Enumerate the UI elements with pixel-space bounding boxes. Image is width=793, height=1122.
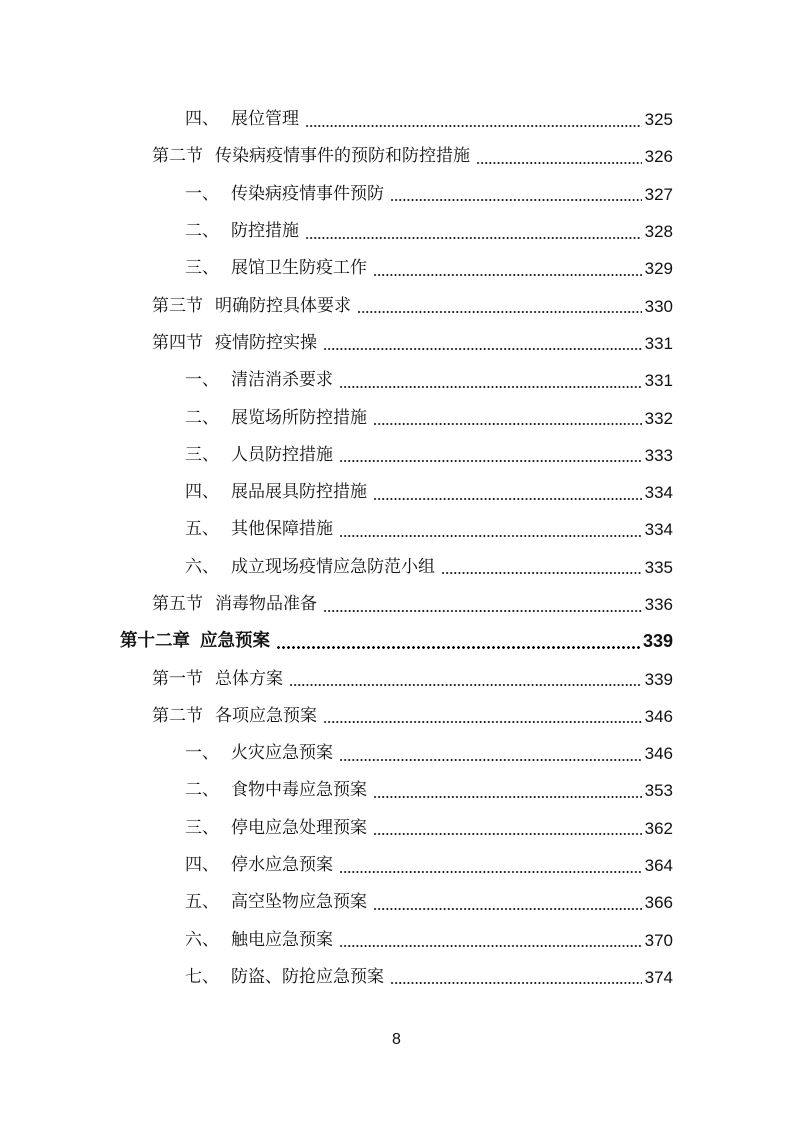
toc-entry-title: 疫情防控实操 xyxy=(215,332,317,353)
dot-leader xyxy=(357,311,642,313)
toc-entry-title: 清洁消杀要求 xyxy=(231,370,333,391)
toc-entry[interactable] xyxy=(0,660,793,697)
toc-entry-number: 第一节 xyxy=(152,668,203,689)
toc-entry[interactable] xyxy=(0,437,793,474)
toc-entry-page: 366 xyxy=(644,893,673,913)
toc-entry-page: 364 xyxy=(644,856,673,876)
toc-entry-page: 353 xyxy=(644,781,673,801)
toc-entry-page: 370 xyxy=(644,930,673,950)
dot-leader xyxy=(339,945,642,947)
dot-leader xyxy=(323,610,642,612)
dot-leader xyxy=(323,721,642,723)
dot-leader xyxy=(373,423,642,425)
dot-leader xyxy=(476,162,642,164)
toc-entry-number: 六、 xyxy=(185,929,219,950)
toc-entry-title: 火灾应急预案 xyxy=(231,743,333,764)
toc-entry-title: 明确防控具体要求 xyxy=(215,295,351,316)
toc-entry[interactable] xyxy=(0,810,793,847)
dot-leader xyxy=(305,125,642,127)
page-number: 8 xyxy=(392,1031,401,1048)
toc-entry-page: 339 xyxy=(644,669,673,689)
toc-entry-page: 332 xyxy=(644,408,673,428)
toc-entry-page: 334 xyxy=(644,520,673,540)
toc-entry-number: 第三节 xyxy=(152,295,203,316)
toc-entry-number: 第十二章 xyxy=(120,631,190,652)
toc-entry[interactable] xyxy=(0,847,793,884)
toc-entry-page: 325 xyxy=(644,110,673,130)
toc-entry-page: 334 xyxy=(644,483,673,503)
dot-leader xyxy=(339,871,642,873)
toc-entry[interactable] xyxy=(0,213,793,250)
toc-entry-number: 六、 xyxy=(185,556,219,577)
toc-entry-title: 传染病疫情事件的预防和防控措施 xyxy=(215,146,470,167)
toc-entry-number: 五、 xyxy=(185,519,219,540)
toc-entry[interactable] xyxy=(0,884,793,921)
toc-entry-title: 触电应急预案 xyxy=(231,929,333,950)
table-of-contents xyxy=(0,101,793,996)
toc-entry-page: 339 xyxy=(642,631,673,652)
dot-leader xyxy=(339,535,642,537)
toc-entry[interactable] xyxy=(0,735,793,772)
toc-entry-page: 374 xyxy=(644,967,673,987)
toc-entry-number: 二、 xyxy=(185,407,219,428)
toc-entry-page: 336 xyxy=(644,595,673,614)
dot-leader xyxy=(305,237,642,239)
toc-entry-number: 一、 xyxy=(185,743,219,764)
toc-entry-number: 一、 xyxy=(185,370,219,391)
toc-entry-page: 333 xyxy=(644,445,673,465)
toc-entry-number: 三、 xyxy=(185,817,219,838)
toc-entry-title: 防盗、防抢应急预案 xyxy=(231,966,384,987)
toc-entry[interactable] xyxy=(0,623,793,660)
toc-entry[interactable] xyxy=(0,511,793,548)
toc-entry[interactable] xyxy=(0,250,793,287)
toc-entry-page: 346 xyxy=(644,744,673,764)
toc-entry-number: 二、 xyxy=(185,221,219,242)
toc-entry-title: 展馆卫生防疫工作 xyxy=(231,258,367,279)
dot-leader xyxy=(373,498,642,500)
dot-leader xyxy=(390,199,642,201)
toc-entry-title: 高空坠物应急预案 xyxy=(231,892,367,913)
dot-leader xyxy=(339,460,642,462)
dot-leader xyxy=(373,274,642,276)
toc-entry[interactable] xyxy=(0,549,793,586)
toc-entry-page: 329 xyxy=(644,259,673,279)
toc-entry-page: 328 xyxy=(644,222,673,242)
toc-entry-page: 331 xyxy=(644,333,673,353)
toc-entry-title: 食物中毒应急预案 xyxy=(231,780,367,801)
toc-entry[interactable] xyxy=(0,474,793,511)
toc-entry[interactable] xyxy=(0,698,793,735)
toc-entry-title: 展位管理 xyxy=(231,109,299,130)
toc-entry-title: 成立现场疫情应急防范小组 xyxy=(231,556,435,577)
toc-entry-page: 327 xyxy=(644,184,673,204)
toc-entry-page: 331 xyxy=(644,371,673,391)
dot-leader xyxy=(276,646,640,649)
toc-entry-number: 四、 xyxy=(185,109,219,130)
toc-entry-number: 七、 xyxy=(185,966,219,987)
dot-leader xyxy=(441,572,642,574)
toc-entry-page: 362 xyxy=(644,818,673,838)
toc-entry-number: 第二节 xyxy=(152,705,203,726)
toc-entry-number: 二、 xyxy=(185,780,219,801)
toc-entry-number: 第四节 xyxy=(152,332,203,353)
toc-entry-title: 防控措施 xyxy=(231,221,299,242)
dot-leader xyxy=(323,348,642,350)
toc-entry-title: 人员防控措施 xyxy=(231,444,333,465)
toc-entry[interactable] xyxy=(0,176,793,213)
toc-entry-page: 335 xyxy=(644,557,673,577)
toc-entry[interactable] xyxy=(0,586,793,623)
toc-entry-number: 四、 xyxy=(185,855,219,876)
toc-entry-title: 展品展具防控措施 xyxy=(231,482,367,503)
toc-entry-number: 四、 xyxy=(185,482,219,503)
toc-entry-title: 其他保障措施 xyxy=(231,519,333,540)
toc-entry-number: 第二节 xyxy=(152,146,203,167)
dot-leader xyxy=(289,684,642,686)
toc-entry-title: 消毒物品准备 xyxy=(215,594,317,614)
dot-leader xyxy=(390,982,642,984)
toc-entry-title: 各项应急预案 xyxy=(215,705,317,726)
toc-entry[interactable] xyxy=(0,959,793,996)
dot-leader xyxy=(373,796,642,798)
toc-entry-page: 326 xyxy=(644,147,673,167)
dot-leader xyxy=(373,908,642,910)
toc-entry-title: 总体方案 xyxy=(215,668,283,689)
toc-entry[interactable] xyxy=(0,101,793,138)
toc-entry[interactable] xyxy=(0,287,793,324)
dot-leader xyxy=(373,833,642,835)
dot-leader xyxy=(339,759,642,761)
toc-entry[interactable] xyxy=(0,772,793,809)
toc-entry-page: 330 xyxy=(644,296,673,316)
toc-entry-title: 传染病疫情事件预防 xyxy=(231,183,384,204)
toc-entry[interactable] xyxy=(0,325,793,362)
toc-entry-title: 应急预案 xyxy=(200,631,270,652)
toc-entry-number: 第五节 xyxy=(152,594,203,614)
toc-entry[interactable] xyxy=(0,399,793,436)
toc-entry-title: 停水应急预案 xyxy=(231,855,333,876)
toc-entry-title: 展览场所防控措施 xyxy=(231,407,367,428)
dot-leader xyxy=(339,386,642,388)
toc-entry[interactable] xyxy=(0,362,793,399)
toc-entry-number: 三、 xyxy=(185,258,219,279)
toc-entry[interactable] xyxy=(0,138,793,175)
toc-entry[interactable] xyxy=(0,922,793,959)
toc-entry-page: 346 xyxy=(644,706,673,726)
toc-entry-title: 停电应急处理预案 xyxy=(231,817,367,838)
toc-entry-number: 三、 xyxy=(185,444,219,465)
toc-entry-number: 五、 xyxy=(185,892,219,913)
toc-entry-number: 一、 xyxy=(185,183,219,204)
